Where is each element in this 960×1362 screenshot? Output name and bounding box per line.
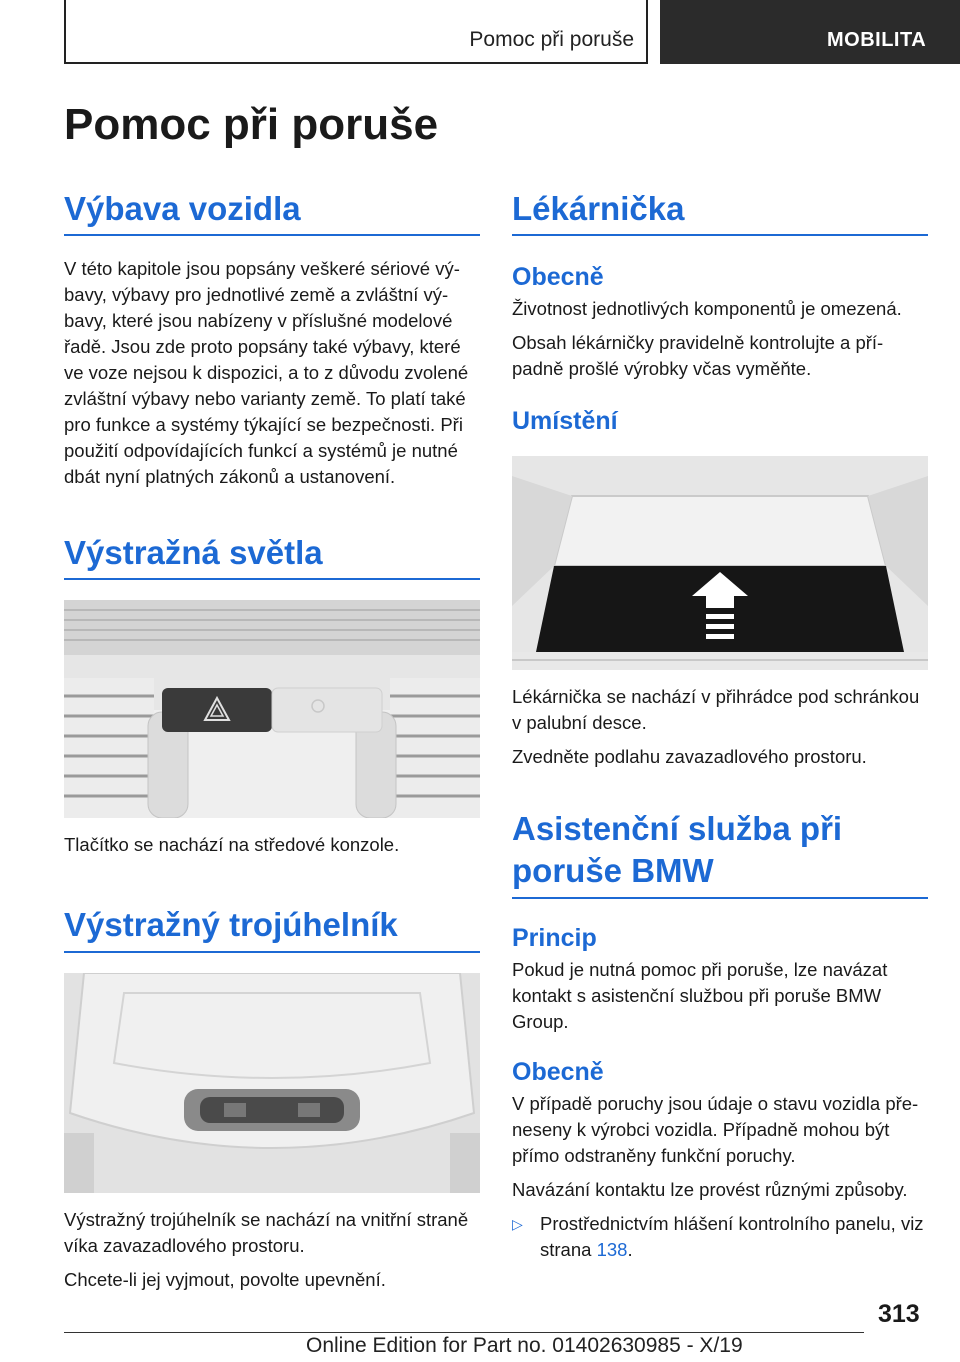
list-item-text [540,1211,928,1263]
hazard-button-illustration [64,600,480,818]
header-chapter-tab [660,0,960,64]
section-title-roadside-assistance: Asistenční služba při poruše BMW [512,808,928,898]
left-column [64,188,480,1293]
assistance-contact-text: Navázání kontaktu lze provést různými způsoby. [512,1178,908,1200]
header-chapter-label: MOBILITA [827,29,927,51]
assistance-data-text: V případě poruchy jsou údaje o stavu vozidla pře-neseny k výrobci vozidla. Případně mohou být přímo odstraněny funkční poruchy. [512,1092,919,1166]
right-column [512,188,928,1263]
warning-triangle-caption: Výstražný trojúhelník se nachází na vnitřní straně víka zavazadlového prostoru. [64,1208,469,1256]
section-title-hazard-lights: Výstražná světla [64,532,480,580]
triangle-right-icon: ▷ [512,1215,523,1232]
first-aid-lifetime-text: Životnost jednotlivých komponentů je omezená. [512,298,902,320]
footer-divider [64,1332,864,1333]
trunk-lid-illustration [64,973,480,1193]
page-number: 313 [878,1300,920,1328]
first-aid-location-image [512,456,928,670]
section-title-equipment: Výbava vozidla [64,188,480,236]
subheading-principle: Princip [512,923,597,952]
warning-triangle-text: Chcete-li jej vyjmout, povolte upevnění. [64,1268,386,1290]
header-section-tab [64,0,648,64]
bullet-text: Prostřednictvím hlášení kontrolního panelu, viz strana [540,1212,924,1260]
subheading-general-2: Obecně [512,1057,604,1086]
warning-triangle-image [64,973,480,1193]
subheading-general: Obecně [512,263,604,292]
page-title: Pomoc při poruše [64,100,439,149]
footer-edition: Online Edition for Part no. 01402630985 - X/19 [306,1334,743,1357]
first-aid-check-text: Obsah lékárničky pravidelně kontrolujte a pří-padně prošlé výrobky včas vyměňte. [512,332,884,380]
bullet-end: . [627,1238,633,1260]
header-section-label: Pomoc při poruše [469,28,634,51]
list-item [512,1211,928,1263]
hazard-caption: Tlačítko se nachází na středové konzole. [64,834,400,856]
page-link[interactable]: 138 [596,1238,628,1260]
first-aid-lift-floor-text: Zvedněte podlahu zavazadlového prostoru. [512,746,867,768]
assistance-principle-text: Pokud je nutná pomoc při poruše, lze navázat kontakt s asistenční službou při poruše BMW Group. [512,958,888,1032]
section-title-first-aid-kit: Lékárnička [512,188,928,236]
equipment-text: V této kapitole jsou popsány veškeré sériové vý-bavy, výbavy pro jednotlivé země a zvláštní vý-bavy, které jsou nabízeny v příslušné modelové řadě. Jsou zde proto popsány také výbavy, které ve voze nejsou k dispozici, a to z důvodu zvolené zvláštní výbavy nebo varianty země. To platí také pro funkce a systémy týkající se bezpečnosti. Při použití odpovídajících funkcí a systémů je nutné dbát nyní platných zákonů a ustanovení. [64,258,469,488]
trunk-floor-illustration [512,456,928,670]
first-aid-caption: Lékárnička se nachází v přihrádce pod schránkou v palubní desce. [512,686,920,734]
subheading-location: Umístění [512,407,618,436]
section-title-warning-triangle: Výstražný trojúhelník [64,904,480,952]
hazard-button-image [64,600,480,818]
